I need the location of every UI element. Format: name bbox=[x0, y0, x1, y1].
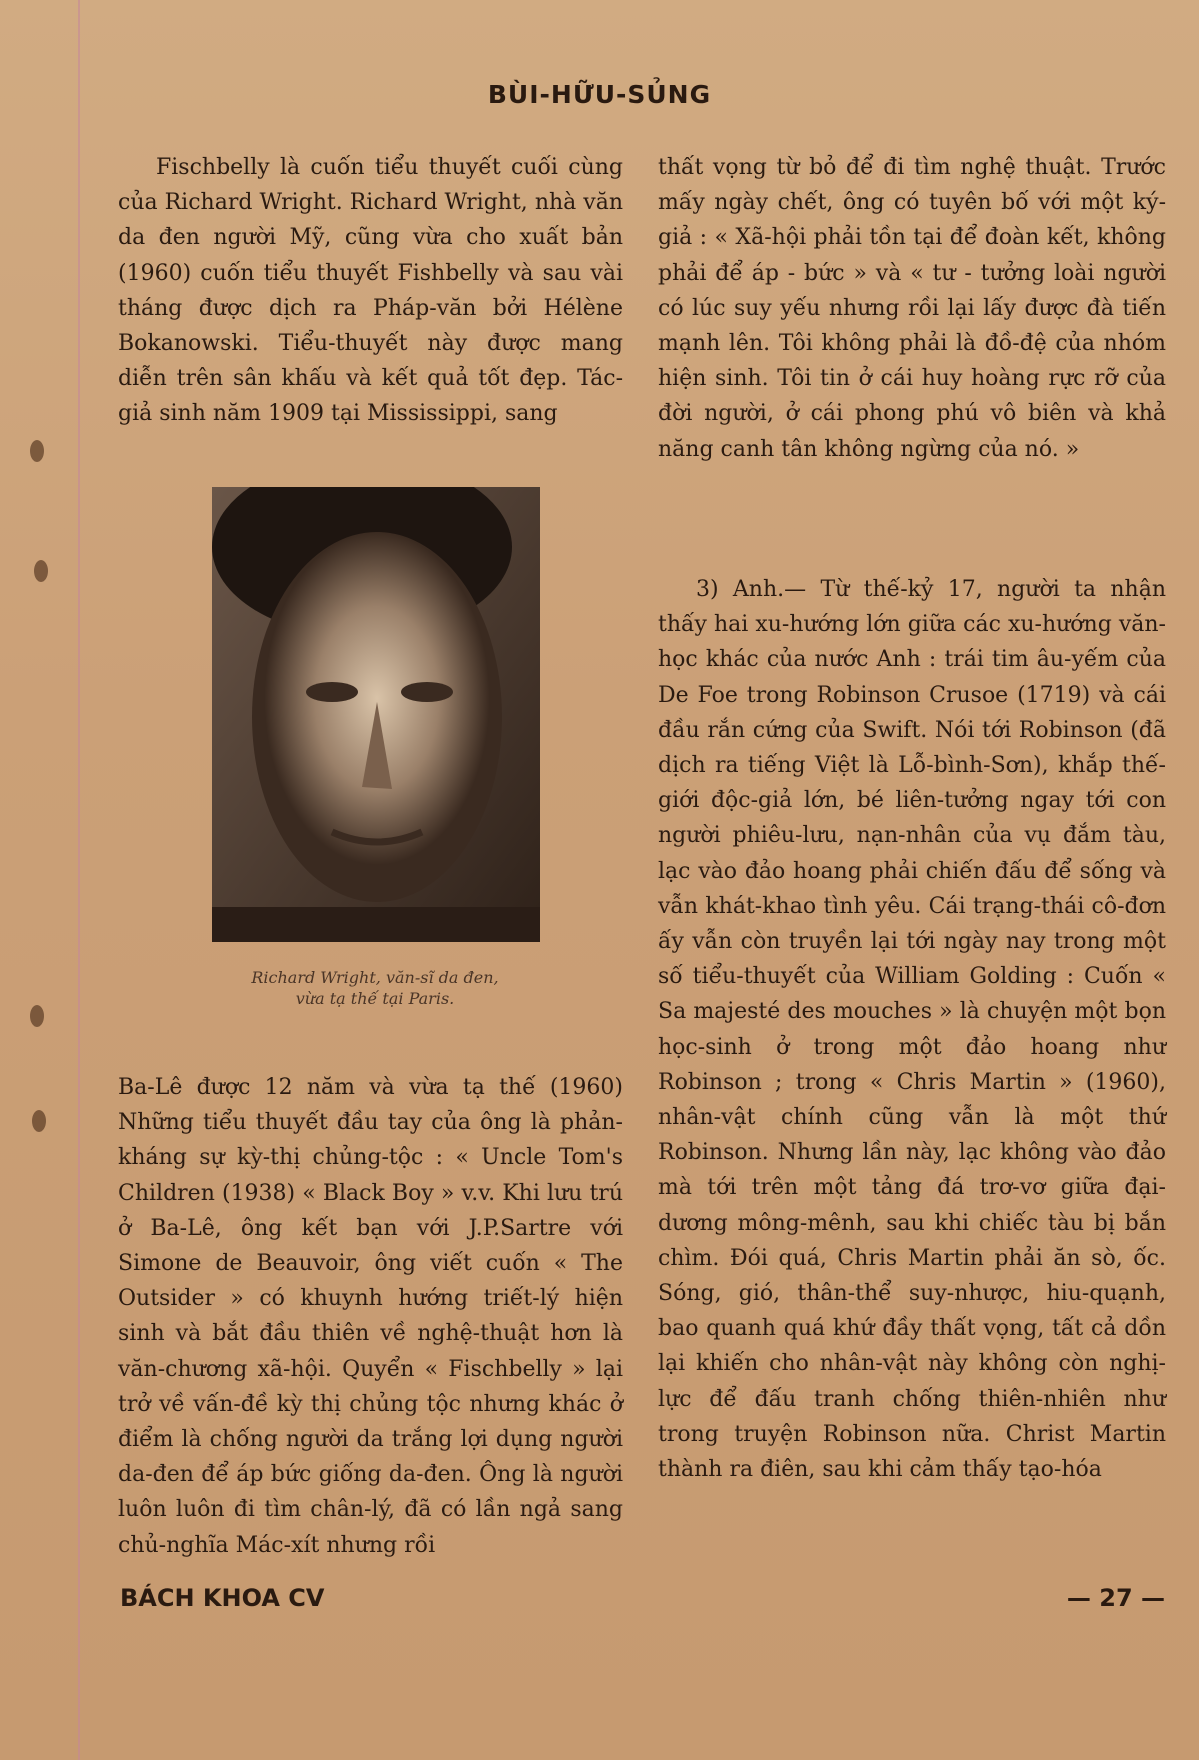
right-column-bottom bbox=[658, 572, 1166, 1487]
paragraph: Fischbelly là cuốn tiểu thuyết cuối cùng của Richard Wright. Richard Wright, nhà văn da đen người Mỹ, cũng vừa cho xuất bản (1960) cuốn tiểu thuyết Fishbelly và sau vài tháng được dịch ra Pháp-văn bởi Hélène Bokanowski. Tiểu-thuyết này được mang diễn trên sân khấu và kết quả tốt đẹp. Tác-giả sinh năm 1909 tại Mississippi, sang bbox=[118, 155, 623, 427]
caption-line: vừa tạ thế tại Paris. bbox=[295, 989, 455, 1008]
right-column-top bbox=[658, 150, 1166, 467]
caption-line: Richard Wright, văn-sĩ da đen, bbox=[251, 968, 499, 987]
photo-caption bbox=[140, 967, 610, 1009]
binding-hole bbox=[32, 1110, 46, 1132]
left-column-top bbox=[118, 150, 623, 432]
paragraph: Ba-Lê được 12 năm và vừa tạ thế (1960) Những tiểu thuyết đầu tay của ông là phản-kháng sự kỳ-thị chủng-tộc : « Uncle Tom's Children (1938) « Black Boy » v.v. Khi lưu trú ở Ba-Lê, ông kết bạn với J.P.Sartre với Simone de Beauvoir, ông viết cuốn « The Outsider » có khuynh hướng triết-lý hiện sinh và bắt đầu thiên về nghệ-thuật hơn là văn-chương xã-hội. Quyển « Fischbelly » lại trở về vấn-đề kỳ thị chủng tộc nhưng khác ở điểm là chống người da trắng lợi dụng người da-đen để áp bức giống da-đen. Ông là người luôn luôn đi tìm chân-lý, đã có lần ngả sang chủ-nghĩa Mác-xít nhưng rồi bbox=[118, 1075, 623, 1558]
margin-rule bbox=[78, 0, 80, 1760]
portrait-image bbox=[212, 487, 540, 942]
left-column-bottom bbox=[118, 1070, 623, 1563]
binding-hole bbox=[34, 560, 48, 582]
paragraph: 3) Anh.— Từ thế-kỷ 17, người ta nhận thấy hai xu-hướng lớn giữa các xu-hướng văn-học khác của nước Anh : trái tim âu-yếm của De Foe trong Robinson Crusoe (1719) và cái đầu rắn cứng của Swift. Nói tới Robinson (đã dịch ra tiếng Việt là Lỗ-bình-Sơn), khắp thế-giới độc-giả lớn, bé liên-tưởng ngay tới con người phiêu-lưu, nạn-nhân của vụ đắm tàu, lạc vào đảo hoang phải chiến đấu để sống và vẫn khát-khao tình yêu. Cái trạng-thái cô-đơn ấy vẫn còn truyền lại tới ngày nay trong một số tiểu-thuyết của William Golding : Cuốn « Sa majesté des mouches » là chuyện một bọn học-sinh ở trong một đảo hoang như Robinson ; trong « Chris Martin » (1960), nhân-vật chính cũng vẫn là một thứ Robinson. Nhưng lần này, lạc không vào đảo mà tới trên một tảng đá trơ-vơ giữa đại-dương mông-mênh, sau khi chiếc tàu bị bắn chìm. Đói quá, Chris Martin phải ăn sò, ốc. Sóng, gió, thân-thể suy-nhược, hiu-quạnh, bao quanh quá khứ đầy thất vọng, tất cả dồn lại khiến cho nhân-vật này không còn nghị-lực để đấu tranh chống thiên-nhiên như trong truyện Robinson nữa. Christ Martin thành ra điên, sau khi cảm thấy tạo-hóa bbox=[658, 577, 1166, 1483]
binding-hole bbox=[30, 440, 44, 462]
paragraph: thất vọng từ bỏ để đi tìm nghệ thuật. Trước mấy ngày chết, ông có tuyên bố với một ký-giả : « Xã-hội phải tồn tại để đoàn kết, không phải để áp - bức » và « tư - tưởng loài người có lúc suy yếu nhưng rồi lại lấy được đà tiến mạnh lên. Tôi không phải là đồ-đệ của nhóm hiện sinh. Tôi tin ở cái huy hoàng rực rỡ của đời người, ở cái phong phú vô biên và khả năng canh tân không ngừng của nó. » bbox=[658, 155, 1166, 462]
binding-hole bbox=[30, 1005, 44, 1027]
author-photo bbox=[212, 487, 540, 942]
page-number: — 27 — bbox=[1066, 1584, 1165, 1612]
publication-name: BÁCH KHOA CV bbox=[120, 1584, 325, 1612]
running-head: BÙI-HỮU-SỦNG bbox=[487, 80, 712, 109]
